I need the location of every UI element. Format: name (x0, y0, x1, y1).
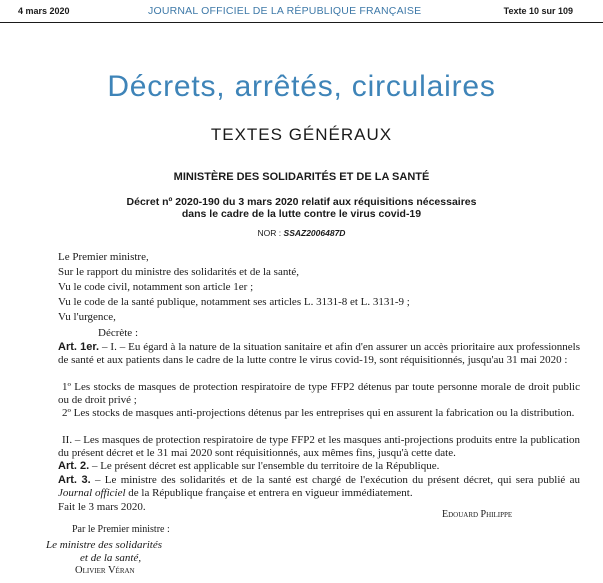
signature-date: Fait le 3 mars 2020. (58, 501, 146, 513)
article-1-text: – I. – Eu égard à la nature de la situation sanitaire et afin d'en assurer un accès prioritaire aux professionnels de santé et aux patients dans le cadre de la lutte contre le virus covid-19, sont réquisitionnés, jusqu'au 31 mai 2020 : (58, 341, 581, 366)
page-title: Décrets, arrêtés, circulaires (107, 70, 496, 103)
nor-label: NOR : (257, 228, 284, 238)
article-1-item-2: 2º Les stocks de masques anti-projections détenus par les entreprises qui en assurent la fabrication ou la distribution. (62, 407, 575, 419)
nor-reference (0, 228, 603, 238)
decrete-heading: Décrète : (98, 327, 138, 339)
nor-code: SSAZ2006487D (283, 228, 346, 238)
article-3-text-b: de la République française et entrera en vigueur immédiatement. (125, 486, 413, 499)
publication-date: 4 mars 2020 (18, 6, 70, 16)
preamble-line: Vu l'urgence, (58, 311, 116, 323)
by-premier-ministre: Par le Premier ministre : (72, 524, 170, 535)
text-number: Texte 10 sur 109 (503, 6, 573, 16)
preamble-line: Le Premier ministre, (58, 251, 149, 263)
article-3 (58, 474, 580, 500)
article-2 (58, 460, 580, 473)
decree-title-line-2: dans le cadre de la lutte contre le virus covid-19 (181, 208, 422, 220)
article-2-label: Art. 2. (58, 460, 90, 472)
decree-title (0, 196, 603, 220)
minister-title-line-2: et de la santé, (80, 552, 142, 564)
article-3-text-a: – Le ministre des solidarités et de la santé est chargé de l'exécution du présent décret, qui sera publié au (90, 474, 580, 486)
preamble-line: Sur le rapport du ministre des solidarités et de la santé, (58, 266, 300, 278)
article-1-section-I (58, 341, 580, 367)
section-title: TEXTES GÉNÉRAUX (210, 125, 393, 144)
minister-name: Olivier Véran (75, 565, 135, 576)
ministry-title: MINISTÈRE DES SOLIDARITÉS ET DE LA SANTÉ (173, 171, 430, 183)
article-2-text: – Le présent décret est applicable sur l'ensemble du territoire de la République. (89, 460, 440, 472)
preamble-line: Vu le code de la santé publique, notamment ses articles L. 3131-8 et L. 3131-9 ; (58, 296, 410, 308)
article-3-label: Art. 3. (58, 474, 91, 486)
journal-officiel-ref: Journal officiel (58, 486, 126, 499)
journal-title: JOURNAL OFFICIEL DE LA RÉPUBLIQUE FRANÇAISE (148, 5, 422, 17)
decree-title-line-1: Décret nº 2020-190 du 3 mars 2020 relatif aux réquisitions nécessaires (126, 196, 477, 208)
preamble-line: Vu le code civil, notamment son article 1er ; (58, 281, 254, 293)
signer-name: Edouard Philippe (442, 509, 513, 520)
journal-header (0, 0, 603, 23)
article-1-label: Art. 1er. (58, 341, 100, 353)
article-1-section-II: II. – Les masques de protection respiratoire de type FFP2 et les masques anti-projections produits entre la publication du présent décret et le 31 mai 2020 sont réquisitionnés, aux mêmes fins, jusqu'à cette date. (58, 434, 580, 459)
article-1-item-1: 1º Les stocks de masques de protection respiratoire de type FFP2 détenus par toute personne morale de droit public ou de droit privé ; (58, 381, 580, 406)
minister-title-line-1: Le ministre des solidarités (46, 539, 163, 551)
